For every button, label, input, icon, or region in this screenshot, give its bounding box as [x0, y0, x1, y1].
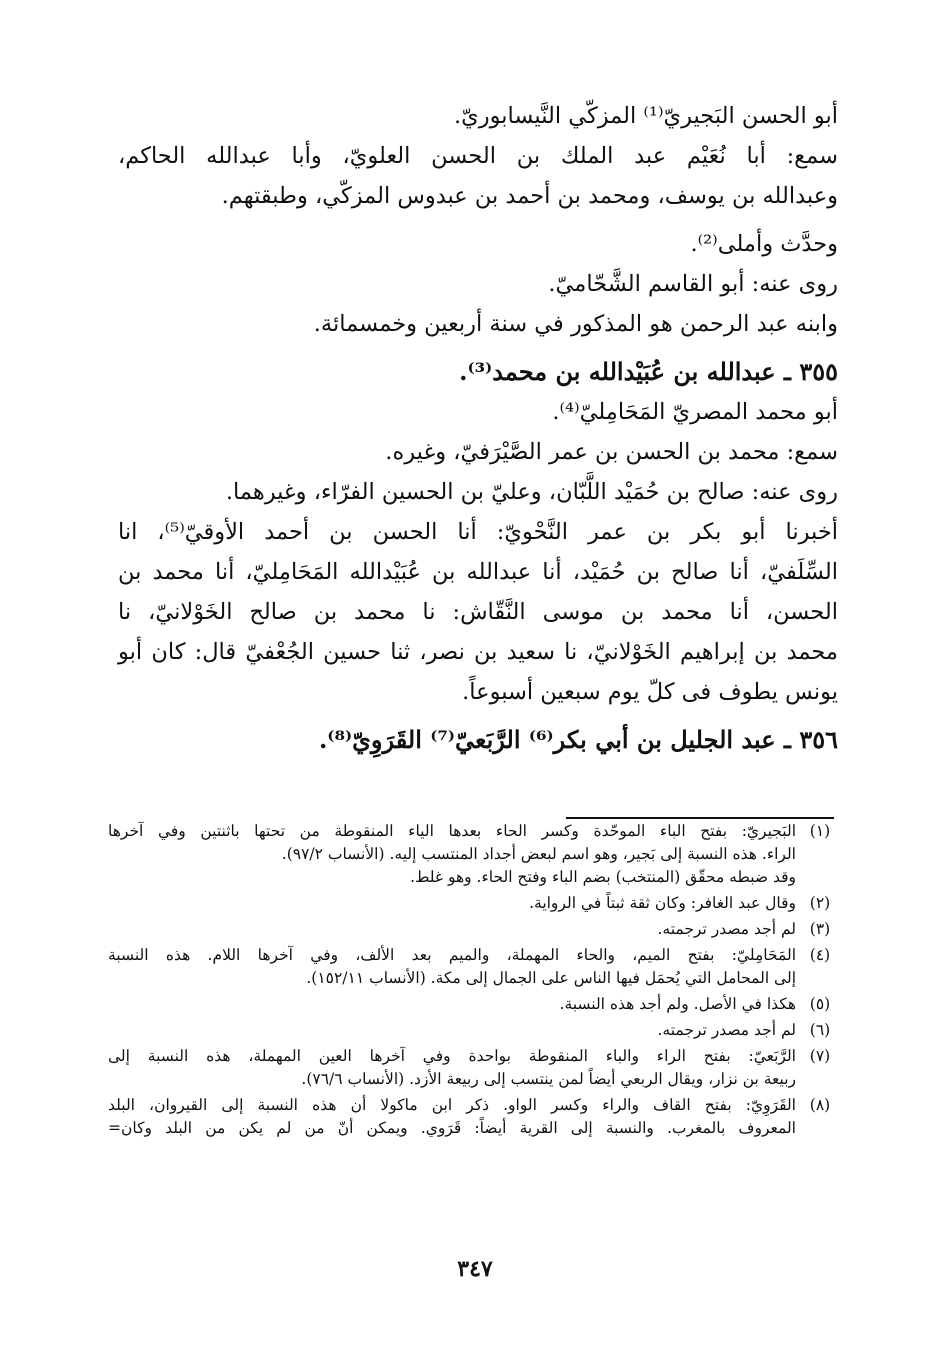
text-line: سمع: أبا نُعَيْم عبد الملك بن الحسن العلويّ، وأبا عبدالله الحاكم، [118, 143, 838, 169]
text-line: سمع: محمد بن الحسن بن عمر الصَّيْرَفيّ، وغيره. [385, 439, 838, 465]
footnote-6 [108, 1019, 840, 1042]
footnote-line: القَرَوِيّ: بفتح القاف والراء وكسر الواو. ذكر ابن ماكولا أن هذه النسبة إلى القيروان، البلد [108, 1096, 796, 1114]
footnote-number: (٢) [809, 894, 831, 912]
footnote-2 [108, 892, 840, 915]
footnote-divider [566, 817, 834, 819]
entry-heading-356: ٣٥٦ ـ عبد الجليل بن أبي بكر⁽⁶⁾ الرَّبَعيّ⁽⁷⁾ القَرَوِيّ⁽⁸⁾. [318, 725, 838, 754]
footnote-8 [108, 1094, 840, 1140]
footnote-line: إلى المحامل التي يُحمَل فيها الناس على الجمال إلى مكة. (الأنساب ١٥٢/١١). [306, 969, 796, 987]
footnote-line: لم أجد مصدر ترجمته. [657, 920, 796, 938]
footnote-7 [108, 1045, 840, 1091]
footnote-number: (٣) [809, 920, 831, 938]
text-line: السِّلَفيّ، أنا صالح بن حُمَيْد، أنا عبدالله بن عُبَيْدالله المَحَامِليّ، أنا محمد بن [118, 559, 838, 585]
footnote-number: (٤) [809, 946, 831, 964]
footnote-line: وقد ضبطه محقّق (المنتخب) بضم الباء وفتح الحاء. وهو غلط. [410, 868, 796, 886]
text-line: وعبدالله بن يوسف، ومحمد بن أحمد بن عبدوس المزكّي، وطبقتهم. [221, 183, 838, 209]
text-line: أبو محمد المصريّ المَحَامِليّ⁽⁴⁾. [552, 399, 838, 425]
footnote-line: الراء. هذه النسبة إلى بَجير، وهو اسم لبعض أجداد المنتسب إليه. (الأنساب ٩٧/٢). [281, 845, 796, 863]
footnote-line: وقال عبد الغافر: وكان ثقة ثبتاً في الرواية. [529, 894, 796, 912]
footnote-number: (٦) [809, 1021, 831, 1039]
footnotes [108, 820, 840, 1140]
footnote-line: المعروف بالمغرب. والنسبة إلى القرية أيضاً: قَرَوي. ويمكن أنّ من لم يكن من البلد وكان= [108, 1119, 796, 1137]
footnote-3 [108, 918, 840, 941]
footnote-line: هكذا في الأصل. ولم أجد هذه النسبة. [559, 995, 796, 1013]
footnote-1 [108, 820, 840, 889]
text-line: أبو الحسن البَجيريّ⁽¹⁾ المزكّي النَّيسابوريّ. [453, 103, 838, 129]
footnote-number: (٧) [809, 1047, 831, 1065]
footnote-line: البَجيريّ: بفتح الباء الموحّدة وكسر الحاء بعدها الياء المنقوطة من تحتها باثنتين وفي آخرها [108, 822, 796, 840]
main-text [118, 96, 838, 760]
footnote-line: ربيعة بن نزار، ويقال الربعي أيضاً لمن ينتسب إلى ربيعة الأزد. (الأنساب ٧٦/٦). [301, 1070, 796, 1088]
footnote-5 [108, 993, 840, 1016]
footnote-4 [108, 944, 840, 990]
footnote-number: (١) [809, 822, 831, 840]
footnote-line: لم أجد مصدر ترجمته. [657, 1021, 796, 1039]
text-line: أخبرنا أبو بكر بن عمر النَّحْويّ: أنا الحسن بن أحمد الأوقيّ⁽⁵⁾، انا [118, 519, 838, 545]
footnote-line: المَحَامِليّ: بفتح الميم، والحاء المهملة، والميم بعد الألف، وفي آخرها اللام. هذه النسبة [108, 946, 796, 964]
text-line: محمد بن إبراهيم الخَوْلانيّ، نا سعيد بن نصر، ثنا حسين الجُعْفيّ قال: كان أبو [118, 639, 838, 665]
footnote-number: (٨) [809, 1096, 831, 1114]
text-line: الحسن، أنا محمد بن موسى النَّقّاش: نا محمد بن صالح الخَوْلانيّ، نا [118, 599, 838, 625]
text-line: وحدَّث وأملى⁽²⁾. [690, 231, 838, 257]
footnote-line: الرَّبَعيّ: بفتح الراء والباء المنقوطة بواحدة وفي آخرها العين المهملة، هذه النسبة إلى [108, 1047, 796, 1065]
text-line: وابنه عبد الرحمن هو المذكور في سنة أربعين وخمسمائة. [313, 311, 838, 337]
entry-heading-355: ٣٥٥ ـ عبدالله بن عُبَيْدالله بن محمد⁽³⁾. [459, 357, 838, 386]
footnote-number: (٥) [809, 995, 831, 1013]
text-line: روى عنه: أبو القاسم الشَّحّاميّ. [548, 271, 838, 297]
text-line: روى عنه: صالح بن حُمَيْد اللَّبّان، وعليّ بن الحسين الفرّاء، وغيرهما. [225, 479, 838, 505]
page-number: ٣٤٧ [457, 1256, 493, 1282]
text-line: يونس يطوف فى كلّ يوم سبعين أسبوعاً. [462, 679, 838, 705]
